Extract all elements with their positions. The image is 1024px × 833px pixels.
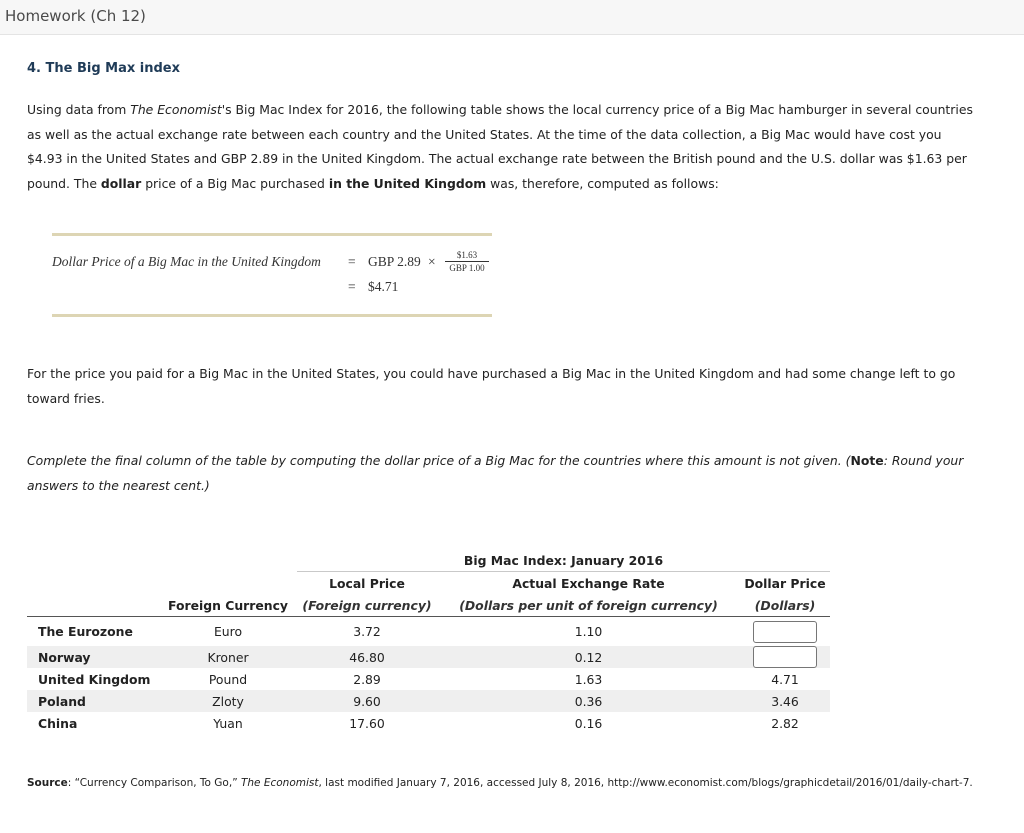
currency-cell: Zloty	[159, 690, 297, 712]
eurozone-dollar-price-input[interactable]	[753, 621, 817, 643]
norway-dollar-price-input[interactable]	[753, 646, 817, 668]
header-exchange-rate: Actual Exchange Rate	[512, 575, 665, 591]
table-caption-row	[27, 549, 830, 572]
equation-label: Dollar Price of a Big Mac in the United Kingdom	[52, 254, 321, 269]
exchange-rate-cell: 0.12	[437, 646, 740, 668]
intro-publication: The Economist	[130, 102, 222, 117]
country-cell: Poland	[27, 690, 159, 712]
intro-text-4: was, therefore, computed as follows:	[486, 175, 719, 191]
local-price-cell: 46.80	[297, 646, 437, 668]
source-note	[27, 771, 977, 795]
header-local-price-unit: (Foreign currency)	[297, 594, 437, 617]
intro-text-1: Using data from	[27, 102, 131, 117]
country-cell: Norway	[27, 646, 159, 668]
instruction-text-1: Complete the final column of the table by computing the dollar price of a Big Mac for the countries where this amount is not given. (	[27, 453, 851, 468]
equation-times: ×	[428, 254, 436, 269]
table-row	[27, 617, 830, 647]
source-text-1: : “Currency Comparison, To Go,”	[67, 777, 241, 789]
dollar-price-cell	[740, 646, 830, 668]
equation-top-rule	[52, 233, 492, 236]
intro-paragraph	[27, 98, 977, 196]
local-price-cell: 17.60	[349, 715, 385, 731]
instruction-paragraph	[27, 449, 977, 498]
local-price-cell: 9.60	[297, 690, 437, 712]
local-price-cell: 2.89	[353, 671, 381, 687]
equation-fraction	[445, 250, 489, 273]
source-text-2: , last modified January 7, 2016, accessed July 8, 2016, http://www.economist.com/blogs/graphicdetail/2016/01/daily-chart-7.	[318, 777, 973, 789]
intro-text-3: price of a Big Mac purchased	[141, 175, 329, 191]
window-title: Homework (Ch 12)	[5, 7, 146, 25]
dollar-price-cell	[740, 617, 830, 647]
question-title: 4. The Big Max index	[27, 61, 181, 76]
currency-cell: Euro	[213, 624, 243, 639]
title-bar	[0, 0, 1024, 35]
intro-text-2: 's Big Mac Index for 2016, the following table shows the local currency price of a Big Mac hamburger in several countries as well as the actual exchange rate between each country and the United States. At the time of the data collection, a Big Mac would have cost you $4.93 in the United States and GBP 2.89 in the United Kingdom. The actual exchange rate between the British pound and the U.S. dollar was $1.63 per pound. The	[27, 102, 973, 191]
fries-paragraph: For the price you paid for a Big Mac in the United States, you could have purchased a Big Mac in the United Kingdom and had some change left to go toward fries.	[27, 366, 956, 406]
table-row	[27, 690, 830, 712]
source-publication: The Economist	[240, 777, 319, 789]
equation-box	[52, 233, 492, 317]
header-local-price: Local Price	[329, 575, 405, 591]
country-cell: United Kingdom	[38, 671, 151, 687]
equation-equals-1: =	[348, 254, 356, 269]
currency-cell: Pound	[208, 671, 248, 687]
fraction-denominator: GBP 1.00	[449, 263, 485, 273]
table-header-row-2	[27, 594, 830, 617]
exchange-rate-cell: 0.16	[574, 715, 603, 731]
intro-dollar: dollar	[100, 175, 142, 191]
instruction-text-2: : Round your answers to the nearest cent.)	[27, 453, 964, 493]
country-cell: The Eurozone	[38, 624, 133, 639]
local-price-cell: 3.72	[353, 624, 381, 639]
equation-result: $4.71	[368, 279, 399, 294]
fraction-numerator: $1.63	[445, 250, 489, 262]
big-mac-table	[27, 549, 830, 734]
header-dollar-price: Dollar Price	[744, 575, 826, 591]
dollar-price-cell: 3.46	[740, 690, 830, 712]
table-row	[27, 668, 830, 690]
table-row	[27, 646, 830, 668]
instruction-note: Note	[850, 453, 884, 468]
intro-uk: in the United Kingdom	[328, 175, 487, 191]
header-exchange-rate-unit: (Dollars per unit of foreign currency)	[437, 594, 740, 617]
header-dollar-price-unit: (Dollars)	[740, 594, 830, 617]
equation-bottom-rule	[52, 314, 492, 317]
exchange-rate-cell: 1.63	[574, 671, 603, 687]
country-cell: China	[38, 715, 78, 731]
table-header-row-1	[27, 572, 830, 595]
header-foreign-currency: Foreign Currency	[159, 594, 297, 617]
currency-cell: Yuan	[213, 715, 243, 731]
dollar-price-cell: 4.71	[771, 671, 799, 687]
dollar-price-cell: 2.82	[771, 715, 799, 731]
source-label: Source	[27, 777, 68, 789]
table-caption: Big Mac Index: January 2016	[297, 549, 830, 572]
exchange-rate-cell: 0.36	[437, 690, 740, 712]
table-row	[27, 712, 830, 734]
equation-equals-2: =	[348, 279, 356, 294]
currency-cell: Kroner	[159, 646, 297, 668]
exchange-rate-cell: 1.10	[574, 624, 603, 639]
equation-local-price: GBP 2.89	[368, 254, 421, 269]
